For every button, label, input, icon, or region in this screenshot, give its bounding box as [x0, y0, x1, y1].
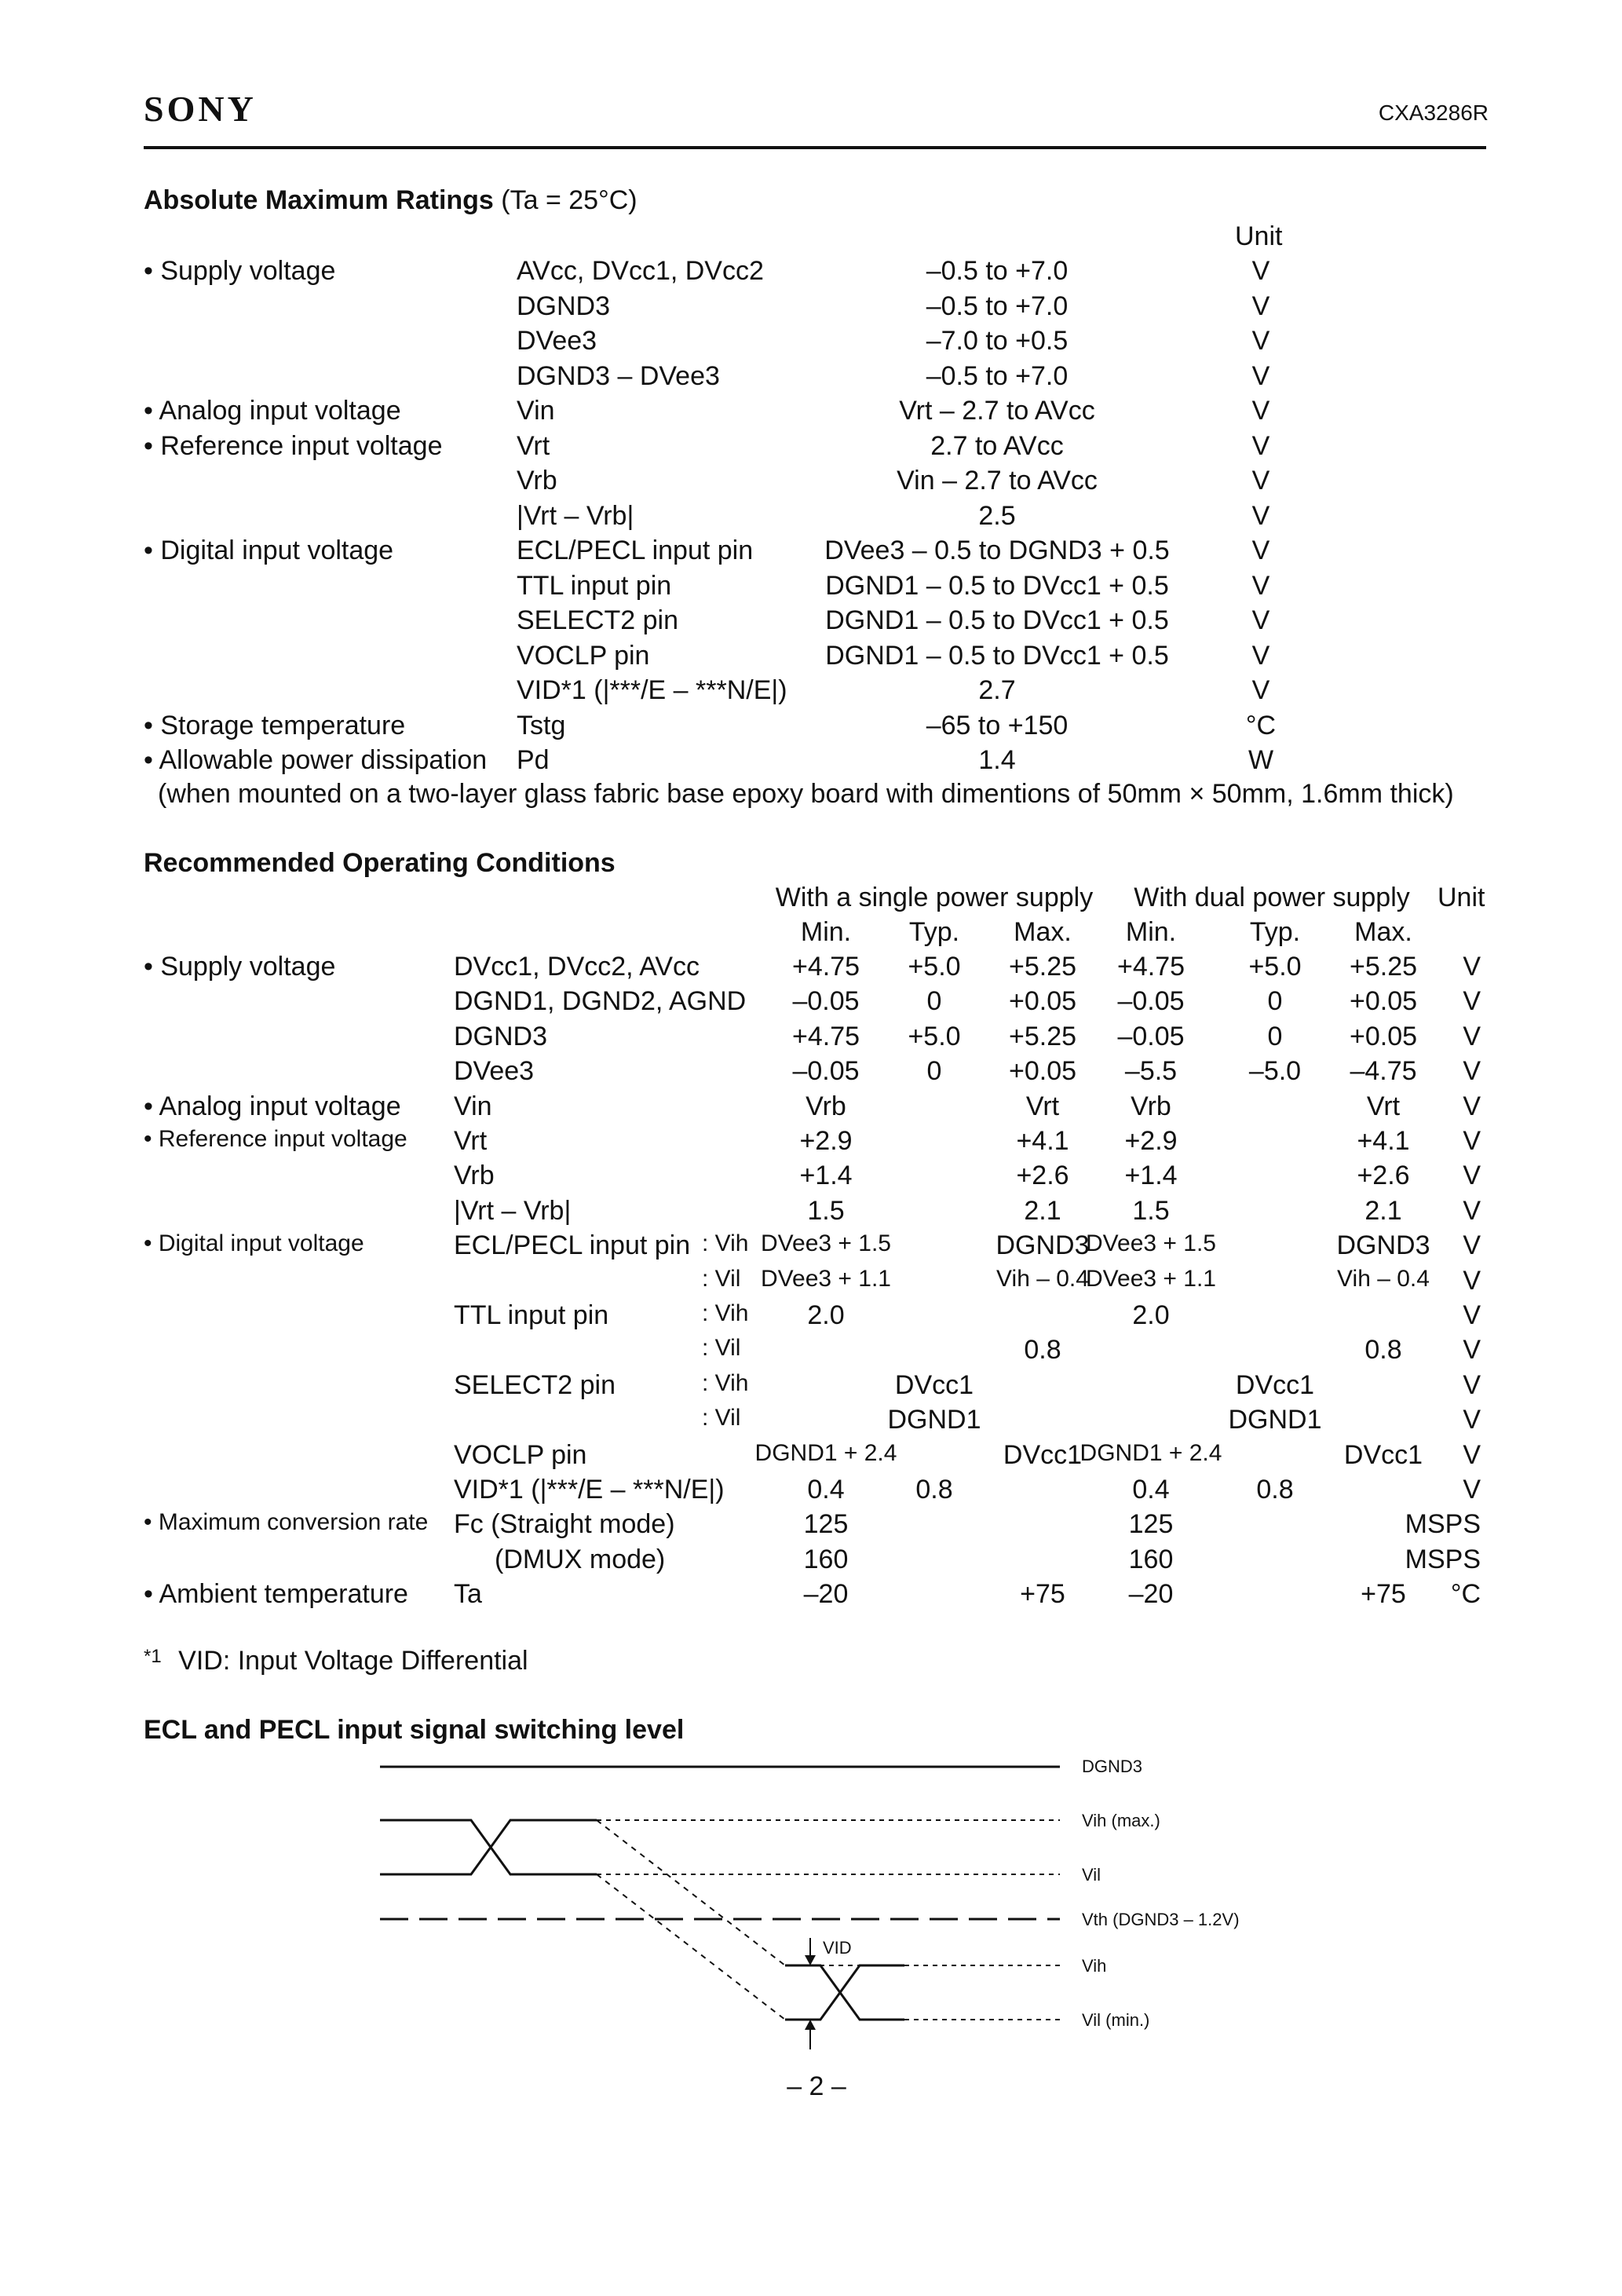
roc-d-min: DVee3 + 1.5: [1086, 1230, 1216, 1257]
amr-value: –0.5 to +7.0: [926, 291, 1069, 321]
roc-d-min: 160: [1128, 1544, 1174, 1574]
label-vih-max: Vih (max.): [1082, 1811, 1160, 1830]
roc-col-typ-dual: Typ.: [1249, 917, 1301, 947]
roc-symbol: DGND1, DGND2, AGND: [454, 986, 747, 1017]
label-vil: Vil: [1082, 1865, 1101, 1885]
amr-item: • Storage temperature: [144, 710, 406, 740]
roc-symbol: Fc (Straight mode): [454, 1509, 675, 1540]
roc-unit-header: Unit: [1438, 883, 1485, 912]
roc-s-min: +4.75: [791, 1021, 860, 1051]
roc-d-min: +1.4: [1124, 1161, 1178, 1191]
amr-item: • Reference input voltage: [144, 430, 443, 461]
roc-s-min: –0.05: [792, 986, 860, 1017]
transition-low: [597, 1874, 785, 2020]
roc-item: • Digital input voltage: [144, 1230, 364, 1257]
amr-value: –0.5 to +7.0: [926, 256, 1069, 286]
amr-unit: V: [1251, 570, 1270, 601]
roc-d-max: Vrt: [1366, 1091, 1401, 1121]
amr-value: –7.0 to +0.5: [926, 326, 1069, 356]
roc-unit: MSPS: [1405, 1509, 1481, 1540]
roc-d-typ: +5.0: [1248, 952, 1302, 982]
amr-symbol: DGND3 – DVee3: [517, 360, 720, 391]
roc-d-typ: 0: [1267, 1021, 1283, 1051]
amr-value: 2.7 to AVcc: [930, 430, 1064, 461]
roc-d-max: –4.75: [1350, 1056, 1417, 1087]
roc-s-max: +75: [1020, 1579, 1065, 1610]
roc-s-max: +0.05: [1008, 1056, 1077, 1087]
roc-d-min: Vrb: [1131, 1091, 1171, 1121]
roc-s-min: –0.05: [792, 1056, 860, 1087]
lower-signal-b: [785, 1965, 904, 2020]
roc-group-single: With a single power supply: [775, 883, 1094, 912]
amr-unit: V: [1251, 675, 1270, 705]
roc-s-max: +4.1: [1016, 1126, 1069, 1156]
amr-symbol: Vin: [517, 396, 555, 426]
roc-s-min: –20: [803, 1579, 849, 1610]
roc-condition: : Vil: [702, 1265, 741, 1292]
roc-d-min: –0.05: [1117, 986, 1185, 1017]
amr-symbol: Pd: [517, 745, 550, 775]
roc-d-max: +75: [1361, 1579, 1406, 1610]
roc-d-max: 2.1: [1364, 1195, 1402, 1226]
amr-condition: (Ta = 25°C): [501, 185, 637, 215]
roc-unit: V: [1463, 1439, 1481, 1470]
amr-value: 1.4: [978, 745, 1016, 775]
roc-col-min-single: Min.: [800, 917, 852, 947]
amr-value: –65 to +150: [926, 710, 1069, 740]
roc-unit: V: [1463, 1126, 1481, 1156]
roc-d-typ: –5.0: [1248, 1056, 1302, 1087]
roc-d-min: –20: [1128, 1579, 1174, 1610]
roc-unit: V: [1463, 1230, 1481, 1261]
roc-s-min: 2.0: [807, 1300, 845, 1330]
roc-group-dual: With dual power supply: [1134, 883, 1410, 912]
amr-value: –0.5 to +7.0: [926, 360, 1069, 391]
amr-value: DVee3 – 0.5 to DGND3 + 0.5: [824, 536, 1170, 565]
roc-s-typ: DVcc1: [894, 1369, 974, 1400]
amr-unit: V: [1251, 640, 1270, 671]
roc-d-min: +4.75: [1116, 952, 1185, 982]
roc-s-typ: 0: [926, 986, 942, 1017]
amr-symbol: VID*1 (|***/E – ***N/E|): [517, 675, 787, 705]
amr-value: 2.5: [978, 500, 1016, 531]
roc-d-max: +2.6: [1357, 1161, 1410, 1191]
amr-symbol: ECL/PECL input pin: [517, 536, 754, 565]
amr-unit: V: [1251, 326, 1270, 356]
roc-s-typ: +5.0: [908, 952, 961, 982]
roc-unit: V: [1463, 1475, 1481, 1504]
amr-unit-header: Unit: [1235, 221, 1283, 251]
roc-s-min: +2.9: [799, 1126, 853, 1156]
label-vih: Vih: [1082, 1956, 1107, 1976]
roc-d-max: +0.05: [1349, 986, 1418, 1017]
amr-unit: V: [1251, 430, 1270, 461]
amr-mount-note: (when mounted on a two-layer glass fabric base epoxy board with dimentions of 50mm × 50mm, 1.6mm thick): [158, 779, 1454, 809]
roc-title: Recommended Operating Conditions: [144, 848, 616, 878]
roc-d-max: DVcc1: [1343, 1439, 1423, 1470]
amr-symbol: DVee3: [517, 326, 597, 356]
amr-symbol: TTL input pin: [517, 570, 672, 601]
roc-d-max: +5.25: [1349, 952, 1418, 982]
amr-value: DGND1 – 0.5 to DVcc1 + 0.5: [825, 640, 1169, 671]
roc-d-min: +2.9: [1124, 1126, 1178, 1156]
roc-s-max: +5.25: [1008, 952, 1077, 982]
amr-value: Vin – 2.7 to AVcc: [897, 466, 1098, 495]
roc-s-typ: +5.0: [908, 1021, 961, 1051]
amr-unit: W: [1248, 745, 1274, 775]
roc-s-min: 125: [803, 1509, 849, 1540]
roc-unit: V: [1463, 1021, 1481, 1051]
roc-condition: : Vih: [702, 1369, 749, 1396]
roc-d-max: DGND3: [1336, 1230, 1430, 1261]
roc-symbol: DVcc1, DVcc2, AVcc: [454, 952, 700, 982]
roc-unit: V: [1463, 1056, 1481, 1087]
roc-d-max: Vih – 0.4: [1337, 1265, 1430, 1292]
roc-d-min: 1.5: [1132, 1195, 1170, 1226]
roc-unit: V: [1463, 1369, 1481, 1400]
roc-unit: V: [1463, 1300, 1481, 1330]
roc-item: • Reference input voltage: [144, 1126, 407, 1152]
roc-item: • Maximum conversion rate: [144, 1509, 429, 1536]
roc-s-max: +0.05: [1008, 986, 1077, 1017]
roc-condition: : Vih: [702, 1230, 749, 1257]
roc-s-max: DGND3: [995, 1230, 1090, 1261]
amr-unit: V: [1251, 536, 1270, 565]
roc-unit: MSPS: [1405, 1544, 1481, 1574]
roc-s-min: DVee3 + 1.5: [761, 1230, 891, 1257]
roc-condition: : Vih: [702, 1300, 749, 1326]
roc-s-min: 0.4: [807, 1475, 845, 1504]
amr-unit: V: [1251, 360, 1270, 391]
roc-unit: °C: [1450, 1579, 1481, 1610]
roc-symbol: DGND3: [454, 1021, 548, 1051]
roc-s-typ: 0: [926, 1056, 942, 1087]
roc-col-max-dual: Max.: [1354, 917, 1412, 947]
amr-unit: V: [1251, 291, 1270, 321]
amr-value: DGND1 – 0.5 to DVcc1 + 0.5: [825, 605, 1169, 635]
label-dgnd3: DGND3: [1082, 1757, 1143, 1776]
roc-s-min: +4.75: [791, 952, 860, 982]
roc-col-min-dual: Min.: [1125, 917, 1177, 947]
vid-arrowhead-top: [805, 1955, 816, 1965]
roc-unit: V: [1463, 1195, 1481, 1226]
amr-unit: V: [1251, 605, 1270, 635]
roc-col-max-single: Max.: [1014, 917, 1072, 947]
roc-s-min: 1.5: [807, 1195, 845, 1226]
roc-d-min: 2.0: [1132, 1300, 1170, 1330]
amr-symbol: DGND3: [517, 291, 611, 321]
amr-symbol: |Vrt – Vrb|: [517, 500, 634, 531]
label-vth: Vth (DGND3 – 1.2V): [1082, 1910, 1240, 1929]
upper-signal-b: [380, 1820, 597, 1874]
upper-signal-a: [380, 1820, 597, 1874]
transition-high: [597, 1820, 785, 1965]
roc-d-min: 125: [1128, 1509, 1174, 1540]
amr-unit: V: [1251, 466, 1270, 495]
roc-symbol: SELECT2 pin: [454, 1369, 616, 1400]
roc-s-min: Vrb: [806, 1091, 846, 1121]
roc-unit: V: [1463, 1405, 1481, 1435]
amr-symbol: VOCLP pin: [517, 640, 650, 671]
roc-condition: : Vil: [702, 1405, 741, 1431]
roc-d-typ: DVcc1: [1235, 1369, 1315, 1400]
roc-d-typ: 0.8: [1256, 1475, 1294, 1504]
roc-item: • Ambient temperature: [144, 1579, 408, 1610]
roc-symbol: |Vrt – Vrb|: [454, 1195, 572, 1226]
roc-d-min: –0.05: [1117, 1021, 1185, 1051]
roc-s-max: Vih – 0.4: [996, 1265, 1089, 1292]
amr-unit: V: [1251, 500, 1270, 531]
diagram-title: ECL and PECL input signal switching level: [144, 1715, 685, 1745]
amr-symbol: Tstg: [517, 710, 566, 740]
amr-unit: V: [1251, 396, 1270, 426]
roc-symbol: VID*1 (|***/E – ***N/E|): [454, 1475, 725, 1504]
roc-unit: V: [1463, 986, 1481, 1017]
roc-unit: V: [1463, 1265, 1481, 1296]
amr-symbol: Vrt: [517, 430, 550, 461]
roc-d-max: 0.8: [1364, 1335, 1402, 1366]
roc-d-typ: 0: [1267, 986, 1283, 1017]
roc-symbol: Ta: [454, 1579, 482, 1610]
roc-symbol: VOCLP pin: [454, 1439, 587, 1470]
roc-s-max: Vrt: [1025, 1091, 1060, 1121]
sony-logo: SONY: [144, 89, 257, 129]
roc-d-typ: DGND1: [1228, 1405, 1322, 1435]
roc-s-max: +5.25: [1008, 1021, 1077, 1051]
amr-unit: °C: [1245, 710, 1277, 740]
label-vid: VID: [823, 1938, 852, 1958]
page-number: – 2 –: [787, 2071, 846, 2101]
amr-symbol: SELECT2 pin: [517, 605, 678, 635]
roc-unit: V: [1463, 1091, 1481, 1121]
roc-symbol: ECL/PECL input pin: [454, 1230, 691, 1261]
roc-symbol: TTL input pin: [454, 1300, 609, 1330]
roc-unit: V: [1463, 1335, 1481, 1366]
roc-d-max: +0.05: [1349, 1021, 1418, 1051]
part-number: CXA3286R: [1378, 101, 1489, 125]
roc-col-typ-single: Typ.: [908, 917, 960, 947]
label-vil-min: Vil (min.): [1082, 2010, 1150, 2030]
roc-s-min: 160: [803, 1544, 849, 1574]
amr-item: • Supply voltage: [144, 256, 336, 286]
amr-item: • Allowable power dissipation: [144, 745, 488, 775]
roc-s-min: DVee3 + 1.1: [761, 1265, 891, 1292]
amr-symbol: Vrb: [517, 466, 557, 495]
vid-arrowhead-bottom: [805, 2020, 816, 2030]
lower-signal-a: [785, 1965, 904, 2020]
roc-d-min: –5.5: [1124, 1056, 1178, 1087]
roc-condition: : Vil: [702, 1335, 741, 1362]
amr-value: Vrt – 2.7 to AVcc: [899, 396, 1095, 426]
roc-d-min: DVee3 + 1.1: [1086, 1265, 1216, 1292]
amr-item: • Digital input voltage: [144, 536, 394, 565]
roc-symbol: Vin: [454, 1091, 492, 1121]
footnote-mark: *1: [144, 1646, 162, 1667]
roc-d-min: 0.4: [1132, 1475, 1170, 1504]
amr-value: 2.7: [978, 675, 1016, 705]
roc-s-max: DVcc1: [1003, 1439, 1083, 1470]
roc-d-min: DGND1 + 2.4: [1080, 1439, 1222, 1466]
roc-symbol: Vrb: [454, 1161, 495, 1191]
roc-unit: V: [1463, 1161, 1481, 1191]
roc-d-max: +4.1: [1357, 1126, 1410, 1156]
roc-s-max: 2.1: [1024, 1195, 1061, 1226]
amr-unit: V: [1251, 256, 1270, 286]
roc-s-typ: 0.8: [915, 1475, 953, 1504]
footnote-text: VID: Input Voltage Differential: [178, 1646, 528, 1676]
roc-item: • Supply voltage: [144, 952, 336, 982]
roc-s-typ: DGND1: [887, 1405, 981, 1435]
amr-symbol: AVcc, DVcc1, DVcc2: [517, 256, 764, 286]
roc-item: • Analog input voltage: [144, 1091, 401, 1121]
roc-s-max: 0.8: [1024, 1335, 1061, 1366]
roc-s-min: DGND1 + 2.4: [754, 1439, 897, 1466]
amr-title-text: Absolute Maximum Ratings: [144, 185, 494, 215]
roc-symbol: Vrt: [454, 1126, 488, 1156]
roc-symbol: DVee3: [454, 1056, 535, 1087]
amr-item: • Analog input voltage: [144, 396, 401, 426]
amr-value: DGND1 – 0.5 to DVcc1 + 0.5: [825, 570, 1169, 601]
roc-s-max: +2.6: [1016, 1161, 1069, 1191]
roc-symbol: (DMUX mode): [495, 1544, 666, 1574]
roc-unit: V: [1463, 952, 1481, 982]
roc-s-min: +1.4: [799, 1161, 853, 1191]
